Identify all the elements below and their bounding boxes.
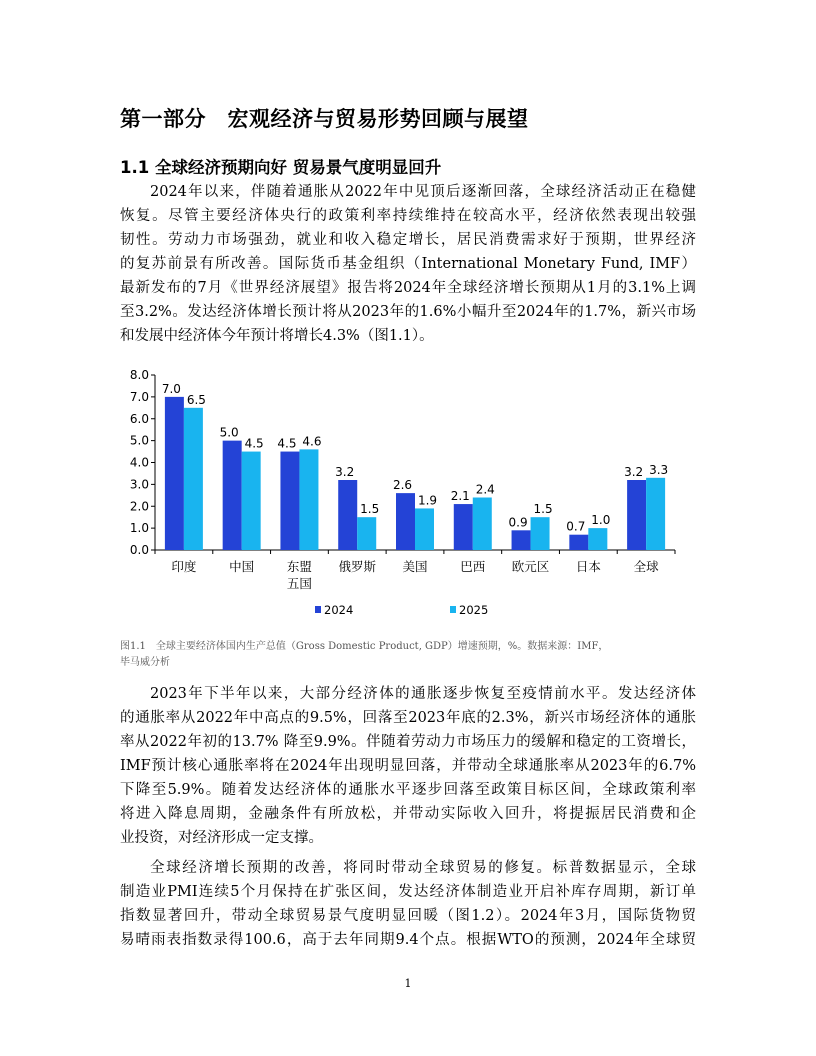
y-tick-label: 7.0 [129,389,149,404]
bar-2025 [184,408,203,550]
data-label: 1.0 [591,513,611,528]
bar-2024 [165,397,184,550]
data-label: 1.9 [417,493,438,508]
paragraph-2 [120,682,696,850]
bar-2025 [588,528,607,550]
data-label: 2.6 [392,478,413,493]
text-line: 全球经济增长预期的改善，将同时带动全球贸易的修复。标普数据显示，全球 [150,860,696,876]
text-line: 下降至5.9%。随着发达经济体的通胀水平逐步回落至政策目标区间，全球政策利率 [120,782,696,798]
text-line: 最新发布的7月《世界经济展望》报告将2024年全球经济增长预期从1月的3.1%上调 [120,280,696,296]
caption-line: 毕马威分析 [120,657,170,668]
data-label: 2.1 [450,489,470,504]
data-label: 4.5 [277,436,297,451]
y-tick-label: 6.0 [129,411,149,426]
data-label: 1.5 [360,502,380,517]
bar-2024 [396,493,415,550]
text-line: 易晴雨表指数录得100.6，高于去年同期9.4个点。根据WTO的预测，2024年全球贸 [120,932,696,948]
x-category-label: 美国 [402,559,428,574]
y-tick-label: 5.0 [129,433,149,448]
bar-2025 [242,452,261,550]
text-line: 的复苏前景有所改善。国际货币基金组织（International Monetary Fund, IMF） [120,256,696,272]
x-category-label: 俄罗斯 [338,559,376,574]
text-line: 业投资，对经济形成一定支撑。 [120,830,323,846]
data-label: 0.7 [566,519,586,534]
y-tick-label: 8.0 [129,368,149,382]
bar-2025 [357,517,376,550]
bar-2024 [627,480,646,550]
x-category-label: 全球 [633,559,659,574]
x-category-label: 日本 [575,559,601,574]
text-line: 至3.2%。发达经济体增长预计将从2023年的1.6%小幅升至2024年的1.7%，新兴市场 [120,304,696,320]
x-category-label: 五国 [286,576,312,591]
data-label: 5.0 [219,425,239,440]
data-label: 3.3 [649,462,669,477]
caption-line: 图1.1 全球主要经济体国内生产总值（Gross Domestic Product, GDP）增速预期，%。数据来源：IMF， [120,641,609,652]
text-line: 制造业PMI连续5个月保持在扩张区间，发达经济体制造业开启补库存周期，新订单 [120,884,696,900]
x-category-label: 东盟 [286,559,312,574]
text-line: 2023年下半年以来，大部分经济体的通胀逐步恢复至疫情前水平。发达经济体 [150,686,696,702]
y-tick-label: 4.0 [129,455,149,470]
data-label: 1.5 [533,502,553,517]
text-line: 率从2022年初的13.7% 降至9.9%。伴随着劳动力市场压力的缓解和稳定的工资增长， [120,734,696,750]
bar-2024 [512,530,531,550]
bar-2025 [299,449,318,550]
paragraph-1 [120,180,696,348]
legend-label: 2025 [459,603,489,617]
text-line: 和发展中经济体今年预计将增长4.3%（图1.1）。 [120,328,434,344]
legend-swatch [450,606,456,613]
bar-2025 [531,517,550,550]
subsection-title: 1.1 全球经济预期向好 贸易景气度明显回升 [120,158,442,177]
bar-2024 [223,441,242,550]
text-line: 的通胀率从2022年中高点的9.5%，回落至2023年底的2.3%，新兴市场经济体的通胀 [120,710,696,726]
gdp-growth-bar-chart [110,363,700,633]
bar-2025 [473,498,492,551]
text-line: 韧性。劳动力市场强劲，就业和收入稳定增长，居民消费需求好于预期，世界经济 [120,232,696,248]
text-line: 2024年以来，伴随着通胀从2022年中见顶后逐渐回落，全球经济活动正在稳健 [150,184,696,200]
y-tick-label: 3.0 [129,477,149,492]
y-tick-label: 0.0 [129,543,149,557]
y-tick-label: 1.0 [129,521,149,536]
x-category-label: 印度 [171,559,197,574]
text-line: IMF预计核心通胀率将在2024年出现明显回落，并带动全球通胀率从2023年的6.7% [120,758,696,774]
text-line: 指数显著回升，带动全球贸易景气度明显回暖（图1.2）。2024年3月，国际货物贸 [120,908,696,924]
data-label: 4.5 [244,436,264,451]
x-category-label: 巴西 [460,559,486,574]
bar-2025 [415,508,434,550]
figure-caption [120,639,700,671]
data-label: 4.6 [302,434,322,449]
x-category-label: 欧元区 [511,559,550,574]
data-label: 6.5 [186,392,206,407]
bar-2024 [454,504,473,550]
page-number: 1 [404,977,412,990]
x-category-label: 中国 [229,559,255,574]
text-line: 将进入降息周期，金融条件有所放松，并带动实际收入回升，将提振居民消费和企 [120,806,696,822]
bar-2024 [280,452,299,550]
paragraph-3 [120,856,696,952]
bar-2025 [646,478,665,550]
legend-swatch [315,606,321,613]
text-line: 恢复。尽管主要经济体央行的政策利率持续维持在较高水平，经济依然表现出较强 [120,208,696,224]
legend-label: 2024 [324,603,354,617]
data-label: 2.4 [475,482,495,497]
data-label: 3.2 [335,465,355,479]
bar-2024 [569,535,588,550]
data-label: 3.2 [624,465,644,479]
section-title: 第一部分 宏观经济与贸易形势回顾与展望 [120,107,529,131]
bar-2024 [338,480,357,550]
data-label: 0.9 [508,515,528,530]
y-tick-label: 2.0 [129,499,149,514]
data-label: 7.0 [161,381,181,396]
